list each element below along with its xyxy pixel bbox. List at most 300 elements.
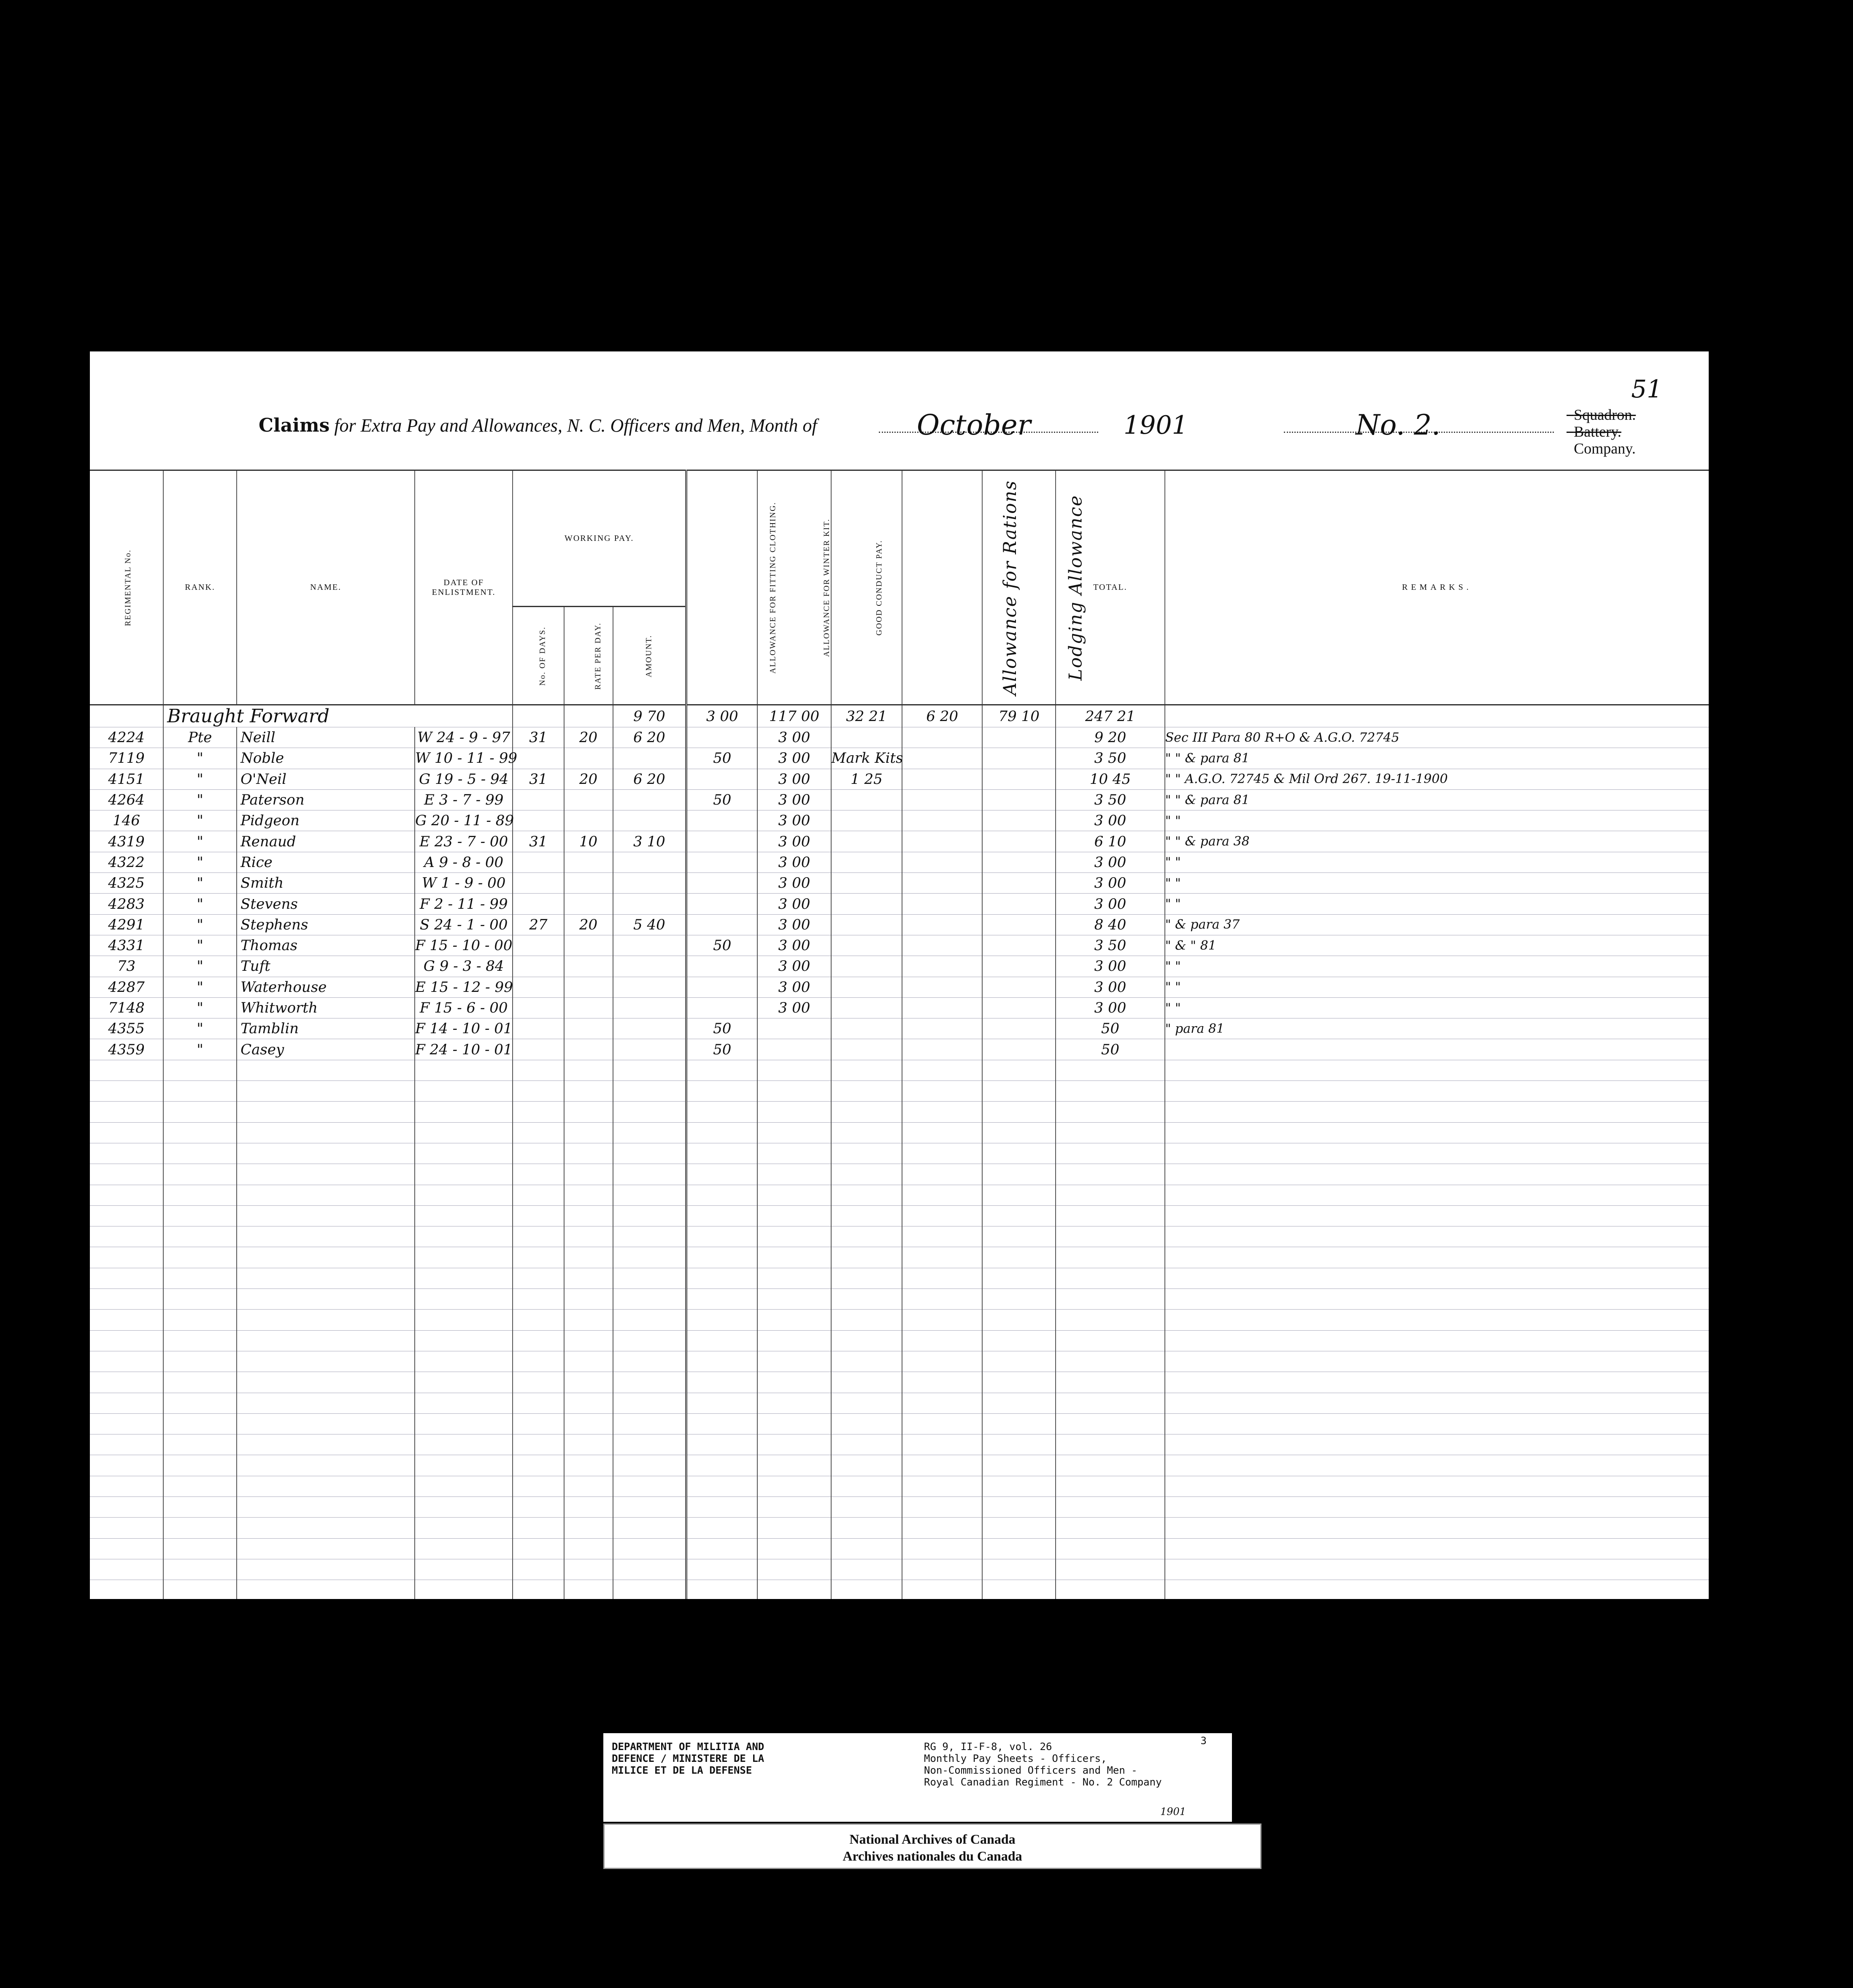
fitting-cell — [686, 1081, 758, 1102]
winter-kit-cell — [757, 1330, 831, 1351]
remarks-cell — [1165, 1164, 1709, 1185]
rations-cell — [902, 1434, 982, 1455]
regimental-number — [90, 1060, 163, 1080]
name-cell: Waterhouse — [237, 977, 415, 997]
conduct-cell — [831, 1081, 902, 1102]
rations-cell — [902, 1226, 982, 1247]
total-cell — [1056, 1413, 1164, 1434]
days-cell — [513, 810, 564, 831]
rank-cell: " — [163, 789, 237, 810]
regimental-number: 4359 — [90, 1039, 163, 1060]
rations-cell — [902, 1122, 982, 1143]
name-cell: O'Neil — [237, 769, 415, 789]
lodging-cell — [982, 1143, 1056, 1164]
rate-cell — [564, 852, 613, 872]
header-rations: Allowance for Rations — [902, 470, 982, 705]
days-cell — [513, 748, 564, 769]
remarks-cell: " " — [1165, 852, 1709, 872]
total-cell: 3 00 — [1056, 852, 1164, 872]
ledger-row — [90, 914, 1709, 935]
name-cell: Noble — [237, 748, 415, 769]
total-cell: 50 — [1056, 1039, 1164, 1060]
days-cell — [513, 1393, 564, 1413]
enlistment-date — [415, 1413, 513, 1434]
enlistment-date — [415, 1434, 513, 1455]
days-cell — [513, 1455, 564, 1476]
remarks-cell: " " — [1165, 977, 1709, 997]
rank-cell — [163, 1580, 237, 1599]
rations-cell — [902, 1496, 982, 1517]
lodging-cell — [982, 1039, 1056, 1060]
winter-kit-cell — [757, 1143, 831, 1164]
winter-kit-cell — [757, 1122, 831, 1143]
rate-cell — [564, 1289, 613, 1310]
rations-cell — [902, 1413, 982, 1434]
claims-word: Claims — [259, 415, 330, 436]
name-cell — [237, 1164, 415, 1185]
lodging-cell — [982, 789, 1056, 810]
name-cell — [237, 1372, 415, 1393]
days-cell — [513, 1122, 564, 1143]
enlistment-date: F 2 - 11 - 99 — [415, 894, 513, 914]
rations-cell — [902, 1289, 982, 1310]
rank-cell — [163, 1455, 237, 1476]
regimental-number — [90, 1330, 163, 1351]
regimental-number — [90, 1185, 163, 1205]
amount-cell — [613, 789, 686, 810]
remarks-cell — [1165, 1538, 1709, 1559]
fitting-cell — [686, 1164, 758, 1185]
rations-cell — [902, 997, 982, 1018]
ledger-row — [90, 727, 1709, 748]
days-cell — [513, 1289, 564, 1310]
rate-cell: 20 — [564, 769, 613, 789]
winter-kit-cell — [757, 1268, 831, 1288]
fitting-cell: 50 — [686, 748, 758, 769]
name-cell: Rice — [237, 852, 415, 872]
winter-kit-cell: 3 00 — [757, 769, 831, 789]
total-cell: 3 00 — [1056, 894, 1164, 914]
winter-kit-cell — [757, 1434, 831, 1455]
remarks-cell — [1165, 1143, 1709, 1164]
days-cell — [513, 1538, 564, 1559]
amount-cell — [613, 1164, 686, 1185]
lodging-cell — [982, 1434, 1056, 1455]
rate-cell — [564, 977, 613, 997]
regimental-number: 146 — [90, 810, 163, 831]
rate-cell — [564, 956, 613, 977]
rate-cell — [564, 1434, 613, 1455]
remarks-cell — [1165, 1393, 1709, 1413]
winter-kit-cell — [757, 1081, 831, 1102]
remarks-cell — [1165, 1268, 1709, 1288]
rations-cell — [902, 956, 982, 977]
fitting-cell — [686, 1434, 758, 1455]
days-cell — [513, 956, 564, 977]
lodging-cell — [982, 997, 1056, 1018]
fitting-cell: 50 — [686, 1018, 758, 1039]
days-cell — [513, 1518, 564, 1538]
days-cell — [513, 1351, 564, 1372]
header-winter: ALLOWANCE FOR WINTER KIT. — [757, 470, 831, 705]
conduct-cell — [831, 977, 902, 997]
blank-row — [90, 1185, 1709, 1205]
regimental-number — [90, 1268, 163, 1288]
total-cell — [1056, 1559, 1164, 1580]
days-cell — [513, 1372, 564, 1393]
winter-kit-cell: 3 00 — [757, 831, 831, 852]
regimental-number — [90, 1518, 163, 1538]
enlistment-date — [415, 1580, 513, 1599]
remarks-cell — [1165, 1205, 1709, 1226]
blank-row — [90, 1351, 1709, 1372]
remarks-cell — [1165, 1060, 1709, 1080]
days-cell — [513, 1268, 564, 1288]
rate-cell — [564, 1455, 613, 1476]
header-amount: AMOUNT. — [613, 607, 686, 705]
rations-cell — [902, 1580, 982, 1599]
rations-cell — [902, 1455, 982, 1476]
header-remarks: REMARKS. — [1165, 470, 1709, 705]
remarks-cell — [1165, 1102, 1709, 1122]
company-number: No. 2. — [1356, 409, 1441, 441]
regimental-number — [90, 1289, 163, 1310]
total-cell — [1056, 1185, 1164, 1205]
regimental-number — [90, 1310, 163, 1330]
conduct-cell — [831, 1496, 902, 1517]
name-cell — [237, 1122, 415, 1143]
blank-row — [90, 1289, 1709, 1310]
name-cell — [237, 1247, 415, 1268]
enlistment-date: E 15 - 12 - 99 — [415, 977, 513, 997]
rank-cell — [163, 1496, 237, 1517]
rations-cell — [902, 1143, 982, 1164]
rations-cell — [902, 831, 982, 852]
enlistment-date — [415, 1330, 513, 1351]
lodging-cell — [982, 1102, 1056, 1122]
winter-kit-cell — [757, 1496, 831, 1517]
rate-cell — [564, 748, 613, 769]
amount-cell — [613, 1455, 686, 1476]
rations-cell — [902, 914, 982, 935]
conduct-cell — [831, 1018, 902, 1039]
rank-cell — [163, 1289, 237, 1310]
fitting-cell — [686, 1226, 758, 1247]
rank-cell — [163, 1122, 237, 1143]
blank-row — [90, 1372, 1709, 1393]
rank-cell: " — [163, 956, 237, 977]
remarks-cell — [1165, 1122, 1709, 1143]
remarks-cell: " " & para 81 — [1165, 748, 1709, 769]
regimental-number — [90, 1351, 163, 1372]
days-cell: 31 — [513, 831, 564, 852]
fitting-cell — [686, 873, 758, 894]
lodging-cell — [982, 894, 1056, 914]
total-cell: 6 10 — [1056, 831, 1164, 852]
ledger-row — [90, 769, 1709, 789]
rate-cell — [564, 1122, 613, 1143]
header-name: NAME. — [237, 470, 415, 705]
amount-cell — [613, 852, 686, 872]
name-cell — [237, 1538, 415, 1559]
amount-cell — [613, 1413, 686, 1434]
remarks-cell — [1165, 1413, 1709, 1434]
fitting-cell: 50 — [686, 789, 758, 810]
fitting-cell — [686, 1289, 758, 1310]
name-cell: Paterson — [237, 789, 415, 810]
name-cell: Whitworth — [237, 997, 415, 1018]
conduct-cell — [831, 1268, 902, 1288]
rate-cell — [564, 1247, 613, 1268]
remarks-cell: " " & para 38 — [1165, 831, 1709, 852]
winter-kit-cell: 3 00 — [757, 789, 831, 810]
total-cell — [1056, 1476, 1164, 1496]
regimental-number — [90, 1559, 163, 1580]
total-cell: 9 20 — [1056, 727, 1164, 748]
lodging-cell — [982, 935, 1056, 956]
conduct-cell — [831, 727, 902, 748]
regimental-number: 4224 — [90, 727, 163, 748]
conduct-cell: Mark Kits — [831, 748, 902, 769]
brought-forward-row — [90, 705, 1709, 727]
winter-kit-cell: 3 00 — [757, 997, 831, 1018]
amount-cell — [613, 1310, 686, 1330]
regimental-number: 4291 — [90, 914, 163, 935]
winter-kit-cell: 3 00 — [757, 873, 831, 894]
winter-kit-cell: 3 00 — [757, 914, 831, 935]
enlistment-date — [415, 1455, 513, 1476]
days-cell — [513, 1081, 564, 1102]
total-cell: 10 45 — [1056, 769, 1164, 789]
remarks-cell: " " A.G.O. 72745 & Mil Ord 267. 19-11-1900 — [1165, 769, 1709, 789]
lodging-cell — [982, 1413, 1056, 1434]
unit-option-battery: { Battery. — [1567, 423, 1636, 440]
enlistment-date — [415, 1060, 513, 1080]
name-cell — [237, 1081, 415, 1102]
fitting-cell — [686, 1310, 758, 1330]
enlistment-date — [415, 1247, 513, 1268]
rank-cell — [163, 1393, 237, 1413]
enlistment-date: G 9 - 3 - 84 — [415, 956, 513, 977]
regimental-number — [90, 1455, 163, 1476]
conduct-cell — [831, 1434, 902, 1455]
rations-cell — [902, 894, 982, 914]
amount-cell: 3 10 — [613, 831, 686, 852]
blank-row — [90, 1538, 1709, 1559]
days-cell — [513, 1143, 564, 1164]
total-cell — [1056, 1393, 1164, 1413]
rate-cell — [564, 1039, 613, 1060]
header-reg-no: REGIMENTAL No. — [90, 470, 163, 705]
fitting-cell — [686, 1060, 758, 1080]
days-cell — [513, 1247, 564, 1268]
conduct-cell — [831, 1580, 902, 1599]
name-cell — [237, 1060, 415, 1080]
year-value: 1901 — [1124, 411, 1188, 440]
rate-cell — [564, 1559, 613, 1580]
rank-cell — [163, 1185, 237, 1205]
header-total: TOTAL. — [1056, 470, 1164, 705]
department-name: DEPARTMENT OF MILITIA AND DEFENCE / MINISTERE DE LA MILICE ET DE LA DEFENSE — [612, 1741, 764, 1776]
remarks-cell — [1165, 1518, 1709, 1538]
lodging-cell — [982, 1351, 1056, 1372]
rate-cell — [564, 1580, 613, 1599]
rank-cell: " — [163, 997, 237, 1018]
days-cell: 31 — [513, 727, 564, 748]
amount-cell — [613, 748, 686, 769]
winter-kit-cell: 3 00 — [757, 894, 831, 914]
lodging-cell — [982, 1268, 1056, 1288]
rank-cell: " — [163, 1039, 237, 1060]
enlistment-date: E 23 - 7 - 00 — [415, 831, 513, 852]
days-cell: 31 — [513, 769, 564, 789]
winter-kit-cell — [757, 1310, 831, 1330]
name-cell: Stevens — [237, 894, 415, 914]
enlistment-date — [415, 1081, 513, 1102]
regimental-number — [90, 1372, 163, 1393]
blank-row — [90, 1496, 1709, 1517]
lodging-cell — [982, 1559, 1056, 1580]
archive-reference-label — [603, 1733, 1232, 1822]
rank-cell — [163, 1247, 237, 1268]
remarks-cell: " & para 37 — [1165, 914, 1709, 935]
total-cell — [1056, 1164, 1164, 1185]
fitting-cell — [686, 1122, 758, 1143]
blank-row — [90, 1081, 1709, 1102]
enlistment-date: W 10 - 11 - 99 — [415, 748, 513, 769]
bf-rations: 6 20 — [902, 705, 982, 727]
rate-cell — [564, 1081, 613, 1102]
bf-winter: 117 00 — [757, 705, 831, 727]
enlistment-date — [415, 1372, 513, 1393]
regimental-number: 4287 — [90, 977, 163, 997]
regimental-number — [90, 1393, 163, 1413]
rank-cell — [163, 1559, 237, 1580]
remarks-cell — [1165, 1476, 1709, 1496]
rate-cell — [564, 1351, 613, 1372]
blank-row — [90, 1330, 1709, 1351]
remarks-cell: " " — [1165, 810, 1709, 831]
fitting-cell — [686, 1496, 758, 1517]
rations-cell — [902, 1247, 982, 1268]
total-cell: 3 50 — [1056, 789, 1164, 810]
total-cell — [1056, 1143, 1164, 1164]
regimental-number: 4151 — [90, 769, 163, 789]
name-cell: Tamblin — [237, 1018, 415, 1039]
rations-cell — [902, 873, 982, 894]
blank-row — [90, 1143, 1709, 1164]
winter-kit-cell — [757, 1476, 831, 1496]
rations-cell — [902, 1476, 982, 1496]
ledger-row — [90, 997, 1709, 1018]
regimental-number — [90, 1476, 163, 1496]
fitting-cell — [686, 852, 758, 872]
conduct-cell — [831, 852, 902, 872]
winter-kit-cell — [757, 1372, 831, 1393]
name-cell: Casey — [237, 1039, 415, 1060]
conduct-cell — [831, 789, 902, 810]
rate-cell — [564, 1496, 613, 1517]
rations-cell — [902, 1330, 982, 1351]
winter-kit-cell — [757, 1518, 831, 1538]
remarks-cell — [1165, 1289, 1709, 1310]
regimental-number: 4355 — [90, 1018, 163, 1039]
lodging-cell — [982, 1081, 1056, 1102]
rate-cell — [564, 1330, 613, 1351]
conduct-cell — [831, 1559, 902, 1580]
enlistment-date — [415, 1351, 513, 1372]
rations-cell — [902, 1018, 982, 1039]
days-cell — [513, 1205, 564, 1226]
winter-kit-cell: 3 00 — [757, 935, 831, 956]
rations-cell — [902, 769, 982, 789]
blank-row — [90, 1226, 1709, 1247]
header-date: DATE OF ENLISTMENT. — [415, 470, 513, 705]
amount-cell — [613, 1330, 686, 1351]
header-conduct: GOOD CONDUCT PAY. — [831, 470, 902, 705]
rank-cell — [163, 1226, 237, 1247]
enlistment-date: S 24 - 1 - 00 — [415, 914, 513, 935]
month-value: October — [917, 409, 1031, 441]
lodging-cell — [982, 1496, 1056, 1517]
name-cell: Smith — [237, 873, 415, 894]
remarks-cell: " & " 81 — [1165, 935, 1709, 956]
winter-kit-cell — [757, 1413, 831, 1434]
remarks-cell — [1165, 1310, 1709, 1330]
enlistment-date — [415, 1393, 513, 1413]
total-cell — [1056, 1455, 1164, 1476]
enlistment-date — [415, 1268, 513, 1288]
fitting-cell — [686, 1559, 758, 1580]
rank-cell: " — [163, 873, 237, 894]
enlistment-date: G 19 - 5 - 94 — [415, 769, 513, 789]
conduct-cell — [831, 997, 902, 1018]
name-cell — [237, 1330, 415, 1351]
rate-cell: 20 — [564, 727, 613, 748]
enlistment-date — [415, 1226, 513, 1247]
fitting-cell — [686, 1518, 758, 1538]
total-cell — [1056, 1351, 1164, 1372]
name-cell — [237, 1476, 415, 1496]
winter-kit-cell: 3 00 — [757, 810, 831, 831]
blank-row — [90, 1413, 1709, 1434]
blank-row — [90, 1580, 1709, 1599]
name-cell — [237, 1289, 415, 1310]
rations-cell — [902, 935, 982, 956]
days-cell — [513, 1018, 564, 1039]
remarks-cell — [1165, 1226, 1709, 1247]
amount-cell — [613, 1122, 686, 1143]
rank-cell — [163, 1351, 237, 1372]
amount-cell — [613, 810, 686, 831]
days-cell — [513, 1580, 564, 1599]
rank-cell: " — [163, 769, 237, 789]
enlistment-date — [415, 1310, 513, 1330]
winter-kit-cell: 3 00 — [757, 977, 831, 997]
archives-name-fr: Archives nationales du Canada — [843, 1848, 1022, 1864]
unit-option-company: { Company. — [1567, 440, 1636, 457]
amount-cell — [613, 997, 686, 1018]
lodging-cell — [982, 769, 1056, 789]
conduct-cell — [831, 1205, 902, 1226]
rate-cell — [564, 1164, 613, 1185]
winter-kit-cell: 3 00 — [757, 748, 831, 769]
enlistment-date — [415, 1185, 513, 1205]
days-cell — [513, 1330, 564, 1351]
remarks-cell — [1165, 1455, 1709, 1476]
winter-kit-cell — [757, 1060, 831, 1080]
rank-cell: " — [163, 1018, 237, 1039]
